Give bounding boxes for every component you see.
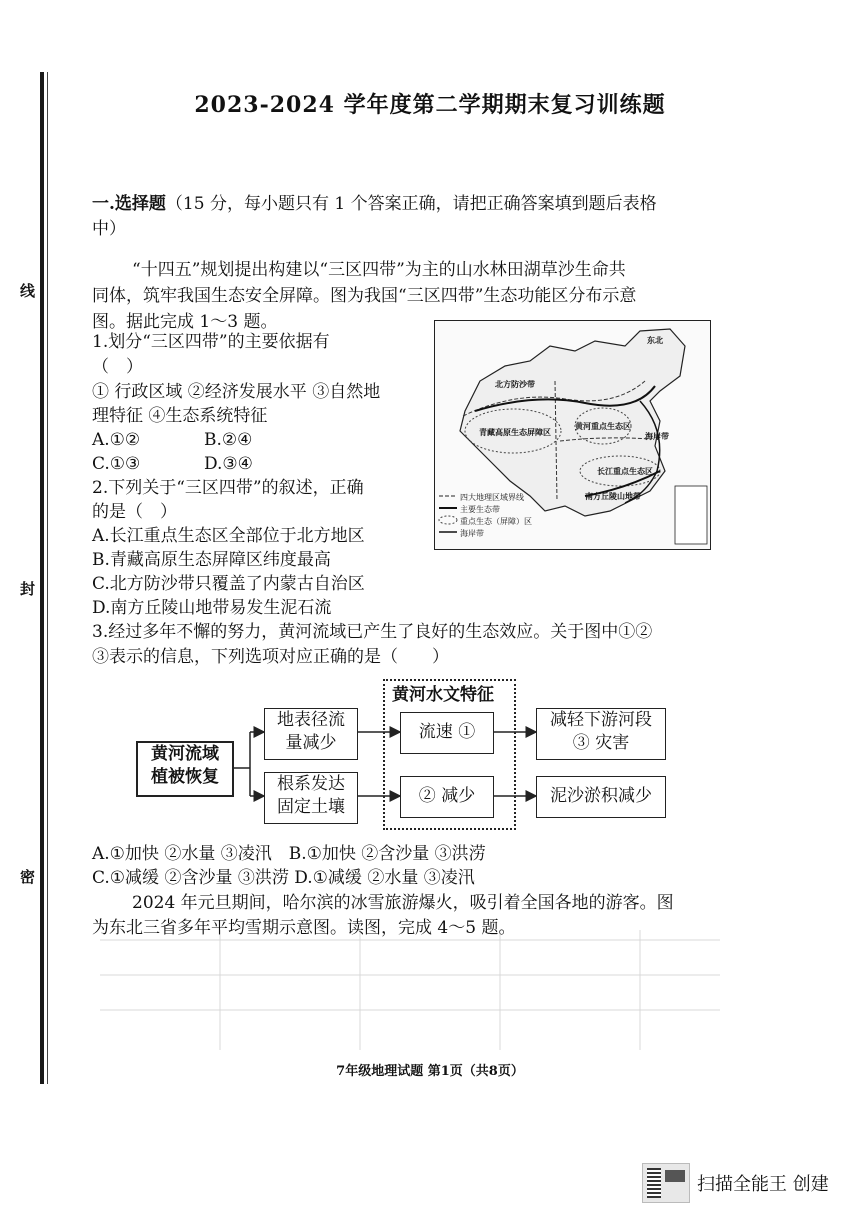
- q3-options-line2: C.①减缓 ②含沙量 ③洪涝 D.①减缓 ②水量 ③凌汛: [92, 868, 475, 888]
- scanner-watermark: 扫描全能王 创建: [697, 1174, 829, 1195]
- q4-intro-line1: 2024 年元旦期间，哈尔滨的冰雪旅游爆火，吸引着全国各地的游客。图: [132, 893, 674, 913]
- flow-disaster-line1: 减轻下游河段: [550, 710, 652, 730]
- q1-options-line2: 理特征 ④生态系统特征: [92, 406, 268, 426]
- intro-line1: “十四五”规划提出构建以“三区四带”为主的山水林田湖草沙生命共: [132, 260, 626, 280]
- flow-box-roots: [264, 772, 358, 824]
- scanner-logo-icon: [642, 1163, 690, 1203]
- map-label-qinghai: 青藏高原生态屏障区: [479, 427, 551, 437]
- q3-stem-line1: 3.经过多年不懈的努力，黄河流域已产生了良好的生态效应。关于图中①②: [92, 622, 653, 642]
- qr-code-icon: [647, 1168, 661, 1198]
- q1-option-a: A.①②: [92, 430, 141, 450]
- map-label-yangtze: 长江重点生态区: [597, 466, 653, 476]
- flow-box-disaster: [536, 708, 666, 760]
- page-footer: 7年级地理试题 第1页（共8页）: [336, 1064, 524, 1079]
- map-legend-belt: 主要生态带: [460, 505, 500, 514]
- map-label-north-sand: 北方防沙带: [495, 379, 535, 389]
- map-label-coast: 海岸带: [645, 431, 669, 441]
- q1-options-line1: ① 行政区域 ②经济发展水平 ③自然地: [92, 382, 381, 402]
- map-legend-zone: 重点生态（屏障）区: [460, 517, 532, 526]
- q4-intro-line2: 为东北三省多年平均雪期示意图。读图，完成 4～5 题。: [92, 918, 516, 938]
- flow-start-line1: 黄河流域: [151, 744, 219, 764]
- map-legend-coast: 海岸带: [460, 529, 484, 538]
- flow-runoff-line2: 量减少: [285, 733, 337, 753]
- q3-options-line1: A.①加快 ②水量 ③凌汛 B.①加快 ②含沙量 ③洪涝: [92, 844, 486, 864]
- q2-stem-line2: 的是（ ）: [92, 502, 177, 522]
- q1-paren: （ ）: [92, 357, 143, 377]
- q2-option-c: C.北方防沙带只覆盖了内蒙古自治区: [92, 574, 365, 594]
- flow-start-line2: 植被恢复: [151, 767, 219, 787]
- flow-box-silt: 泥沙淤积减少: [536, 776, 666, 818]
- flow-runoff-line1: 地表径流: [277, 710, 345, 730]
- map-label-south-hills: 南方丘陵山地带: [585, 491, 641, 501]
- section1-heading: 一.选择题: [92, 194, 166, 214]
- q2-stem-line1: 2.下列关于“三区四带”的叙述，正确: [92, 478, 364, 498]
- flow-box-runoff: [264, 708, 358, 760]
- map-label-northeast: 东北: [647, 335, 663, 345]
- flow-group-title: 黄河水文特征: [392, 685, 494, 705]
- flow-box-speed: 流速 ①: [400, 712, 494, 754]
- margin-label-mi: 密: [20, 868, 36, 886]
- flow-roots-line1: 根系发达: [277, 774, 345, 794]
- flow-roots-line2: 固定土壤: [277, 797, 345, 817]
- q1-option-d: D.③④: [204, 454, 253, 474]
- margin-label-xian: 线: [20, 282, 36, 300]
- map-legend-boundary: 四大地理区域界线: [460, 493, 524, 502]
- section1-instruction-cont: 中）: [92, 219, 126, 239]
- app-logo-icon: [665, 1170, 685, 1182]
- margin-label-feng: 封: [20, 580, 36, 598]
- q1-option-b: B.②④: [204, 430, 253, 450]
- q1-option-c: C.①③: [92, 454, 141, 474]
- flow-disaster-line2: ③ 灾害: [572, 733, 630, 753]
- flow-box-start: [136, 741, 234, 797]
- intro-line3: 图。据此完成 1～3 题。: [92, 312, 278, 332]
- intro-line2: 同体，筑牢我国生态安全屏障。图为我国“三区四带”生态功能区分布示意: [92, 286, 637, 306]
- q3-stem-line2: ③表示的信息，下列选项对应正确的是（ ）: [92, 647, 449, 667]
- flow-box-reduce: ② 减少: [400, 776, 494, 818]
- page-title: 2023-2024 学年度第二学期期末复习训练题: [194, 92, 666, 118]
- q1-stem: 1.划分“三区四带”的主要依据有: [92, 332, 330, 352]
- q2-option-b: B.青藏高原生态屏障区纬度最高: [92, 550, 331, 570]
- section1-instruction: （15 分，每小题只有 1 个答案正确，请把正确答案填到题后表格: [165, 194, 657, 214]
- q2-option-a: A.长江重点生态区全部位于北方地区: [92, 526, 365, 546]
- map-label-yellow-river: 黄河重点生态区: [575, 421, 631, 431]
- q2-option-d: D.南方丘陵山地带易发生泥石流: [92, 598, 332, 618]
- next-page-bleed-through: [100, 930, 720, 1050]
